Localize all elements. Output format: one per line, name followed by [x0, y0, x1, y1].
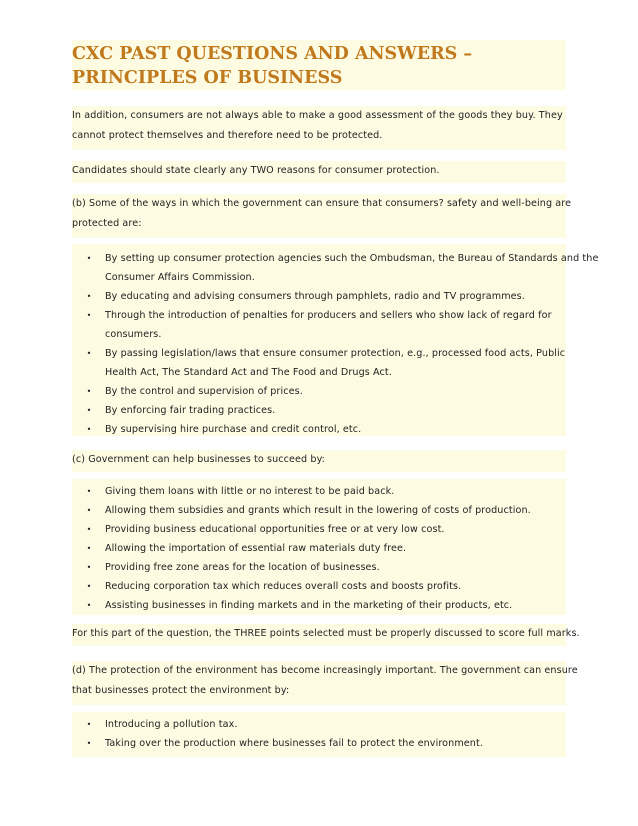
list-item-text: [105, 420, 361, 439]
list-item-text: [105, 482, 394, 501]
list-item-line: Providing free zone areas for the location of businesses.: [105, 562, 380, 573]
list-item-text: [105, 401, 275, 420]
list-item-line: Allowing the importation of essential raw materials duty free.: [105, 543, 407, 554]
list-item-line: By passing legislation/laws that ensure consumer protection, e.g., processed food acts, Public: [105, 348, 566, 359]
list-item-line: Through the introduction of penalties for producers and sellers who show lack of regard for: [105, 310, 552, 321]
bullet-icon: •: [86, 487, 92, 496]
bullet-icon: •: [86, 292, 92, 301]
list-item-line: By setting up consumer protection agencies such the Ombudsman, the Bureau of Standards and the: [105, 253, 599, 264]
list-item-text: [105, 501, 531, 520]
document-title: [72, 40, 566, 90]
list-item-line: By the control and supervision of prices.: [105, 386, 303, 397]
list-item-text: [105, 715, 238, 734]
list-item-text: [105, 306, 552, 344]
list-item-line: By educating and advising consumers through pamphlets, radio and TV programmes.: [105, 291, 525, 302]
list-item-line: Giving them loans with little or no interest to be paid back.: [105, 486, 395, 497]
bullet-icon: •: [86, 349, 92, 358]
title-line-2: PRINCIPLES OF BUSINESS: [72, 68, 343, 88]
bullet-icon: •: [86, 254, 92, 263]
list-item-text: [105, 539, 406, 558]
list-item-text: [105, 287, 525, 306]
paragraph-line: Candidates should state clearly any TWO reasons for consumer protection.: [72, 165, 440, 176]
title-line-1: CXC PAST QUESTIONS AND ANSWERS –: [72, 44, 473, 64]
bullet-icon: •: [86, 525, 92, 534]
paragraph-part-d-intro: [72, 661, 578, 705]
list-item-line: Taking over the production where businesses fail to protect the environment.: [105, 738, 483, 749]
bullet-list-part-b: [72, 244, 599, 436]
bullet-icon: •: [86, 601, 92, 610]
bullet-icon: •: [86, 311, 92, 320]
bullet-icon: •: [86, 739, 92, 748]
bullet-icon: •: [86, 720, 92, 729]
list-item-text: [105, 520, 445, 539]
list-item-text: [105, 558, 380, 577]
list-item-text: [105, 596, 512, 615]
paragraph-line: (b) Some of the ways in which the government can ensure that consumers? safety and well-being are: [72, 198, 572, 209]
paragraph-part-b-intro: [72, 194, 572, 238]
list-item-line: Reducing corporation tax which reduces overall costs and boosts profits.: [105, 581, 462, 592]
paragraph-consumer-assessment: [72, 106, 566, 150]
bullet-icon: •: [86, 506, 92, 515]
list-item-line: Introducing a pollution tax.: [105, 719, 238, 730]
list-item-text: [105, 344, 565, 382]
paragraph-part-c-note: [72, 624, 580, 646]
list-item-line: By supervising hire purchase and credit control, etc.: [105, 424, 362, 435]
list-item-text: [105, 734, 483, 753]
bullet-list-part-c: [72, 479, 566, 615]
list-item-line: Allowing them subsidies and grants which result in the lowering of costs of production.: [105, 505, 531, 516]
paragraph-line: that businesses protect the environment by:: [72, 685, 290, 696]
list-item-line: Providing business educational opportunities free or at very low cost.: [105, 524, 445, 535]
list-item-line: Consumer Affairs Commission.: [105, 272, 255, 283]
bullet-icon: •: [86, 406, 92, 415]
paragraph-candidates-note: [72, 161, 566, 183]
list-item-line: By enforcing fair trading practices.: [105, 405, 276, 416]
list-item-line: Assisting businesses in finding markets and in the marketing of their products, etc.: [105, 600, 513, 611]
paragraph-line: For this part of the question, the THREE points selected must be properly discussed to score full marks.: [72, 628, 580, 639]
bullet-icon: •: [86, 563, 92, 572]
bullet-list-part-d: [72, 712, 566, 757]
list-item-line: Health Act, The Standard Act and The Food and Drugs Act.: [105, 367, 392, 378]
list-item-text: [105, 577, 461, 596]
bullet-icon: •: [86, 582, 92, 591]
paragraph-line: (c) Government can help businesses to succeed by:: [72, 454, 325, 465]
paragraph-line: protected are:: [72, 218, 142, 229]
paragraph-line: (d) The protection of the environment has become increasingly important. The government can ensure: [72, 665, 578, 676]
list-item-line: consumers.: [105, 329, 162, 340]
list-item-text: [105, 249, 598, 287]
paragraph-part-c-intro: [72, 450, 566, 472]
list-item-text: [105, 382, 303, 401]
bullet-icon: •: [86, 387, 92, 396]
paragraph-line: cannot protect themselves and therefore need to be protected.: [72, 130, 383, 141]
bullet-icon: •: [86, 544, 92, 553]
bullet-icon: •: [86, 425, 92, 434]
paragraph-line: In addition, consumers are not always able to make a good assessment of the goods they buy. They: [72, 110, 563, 121]
